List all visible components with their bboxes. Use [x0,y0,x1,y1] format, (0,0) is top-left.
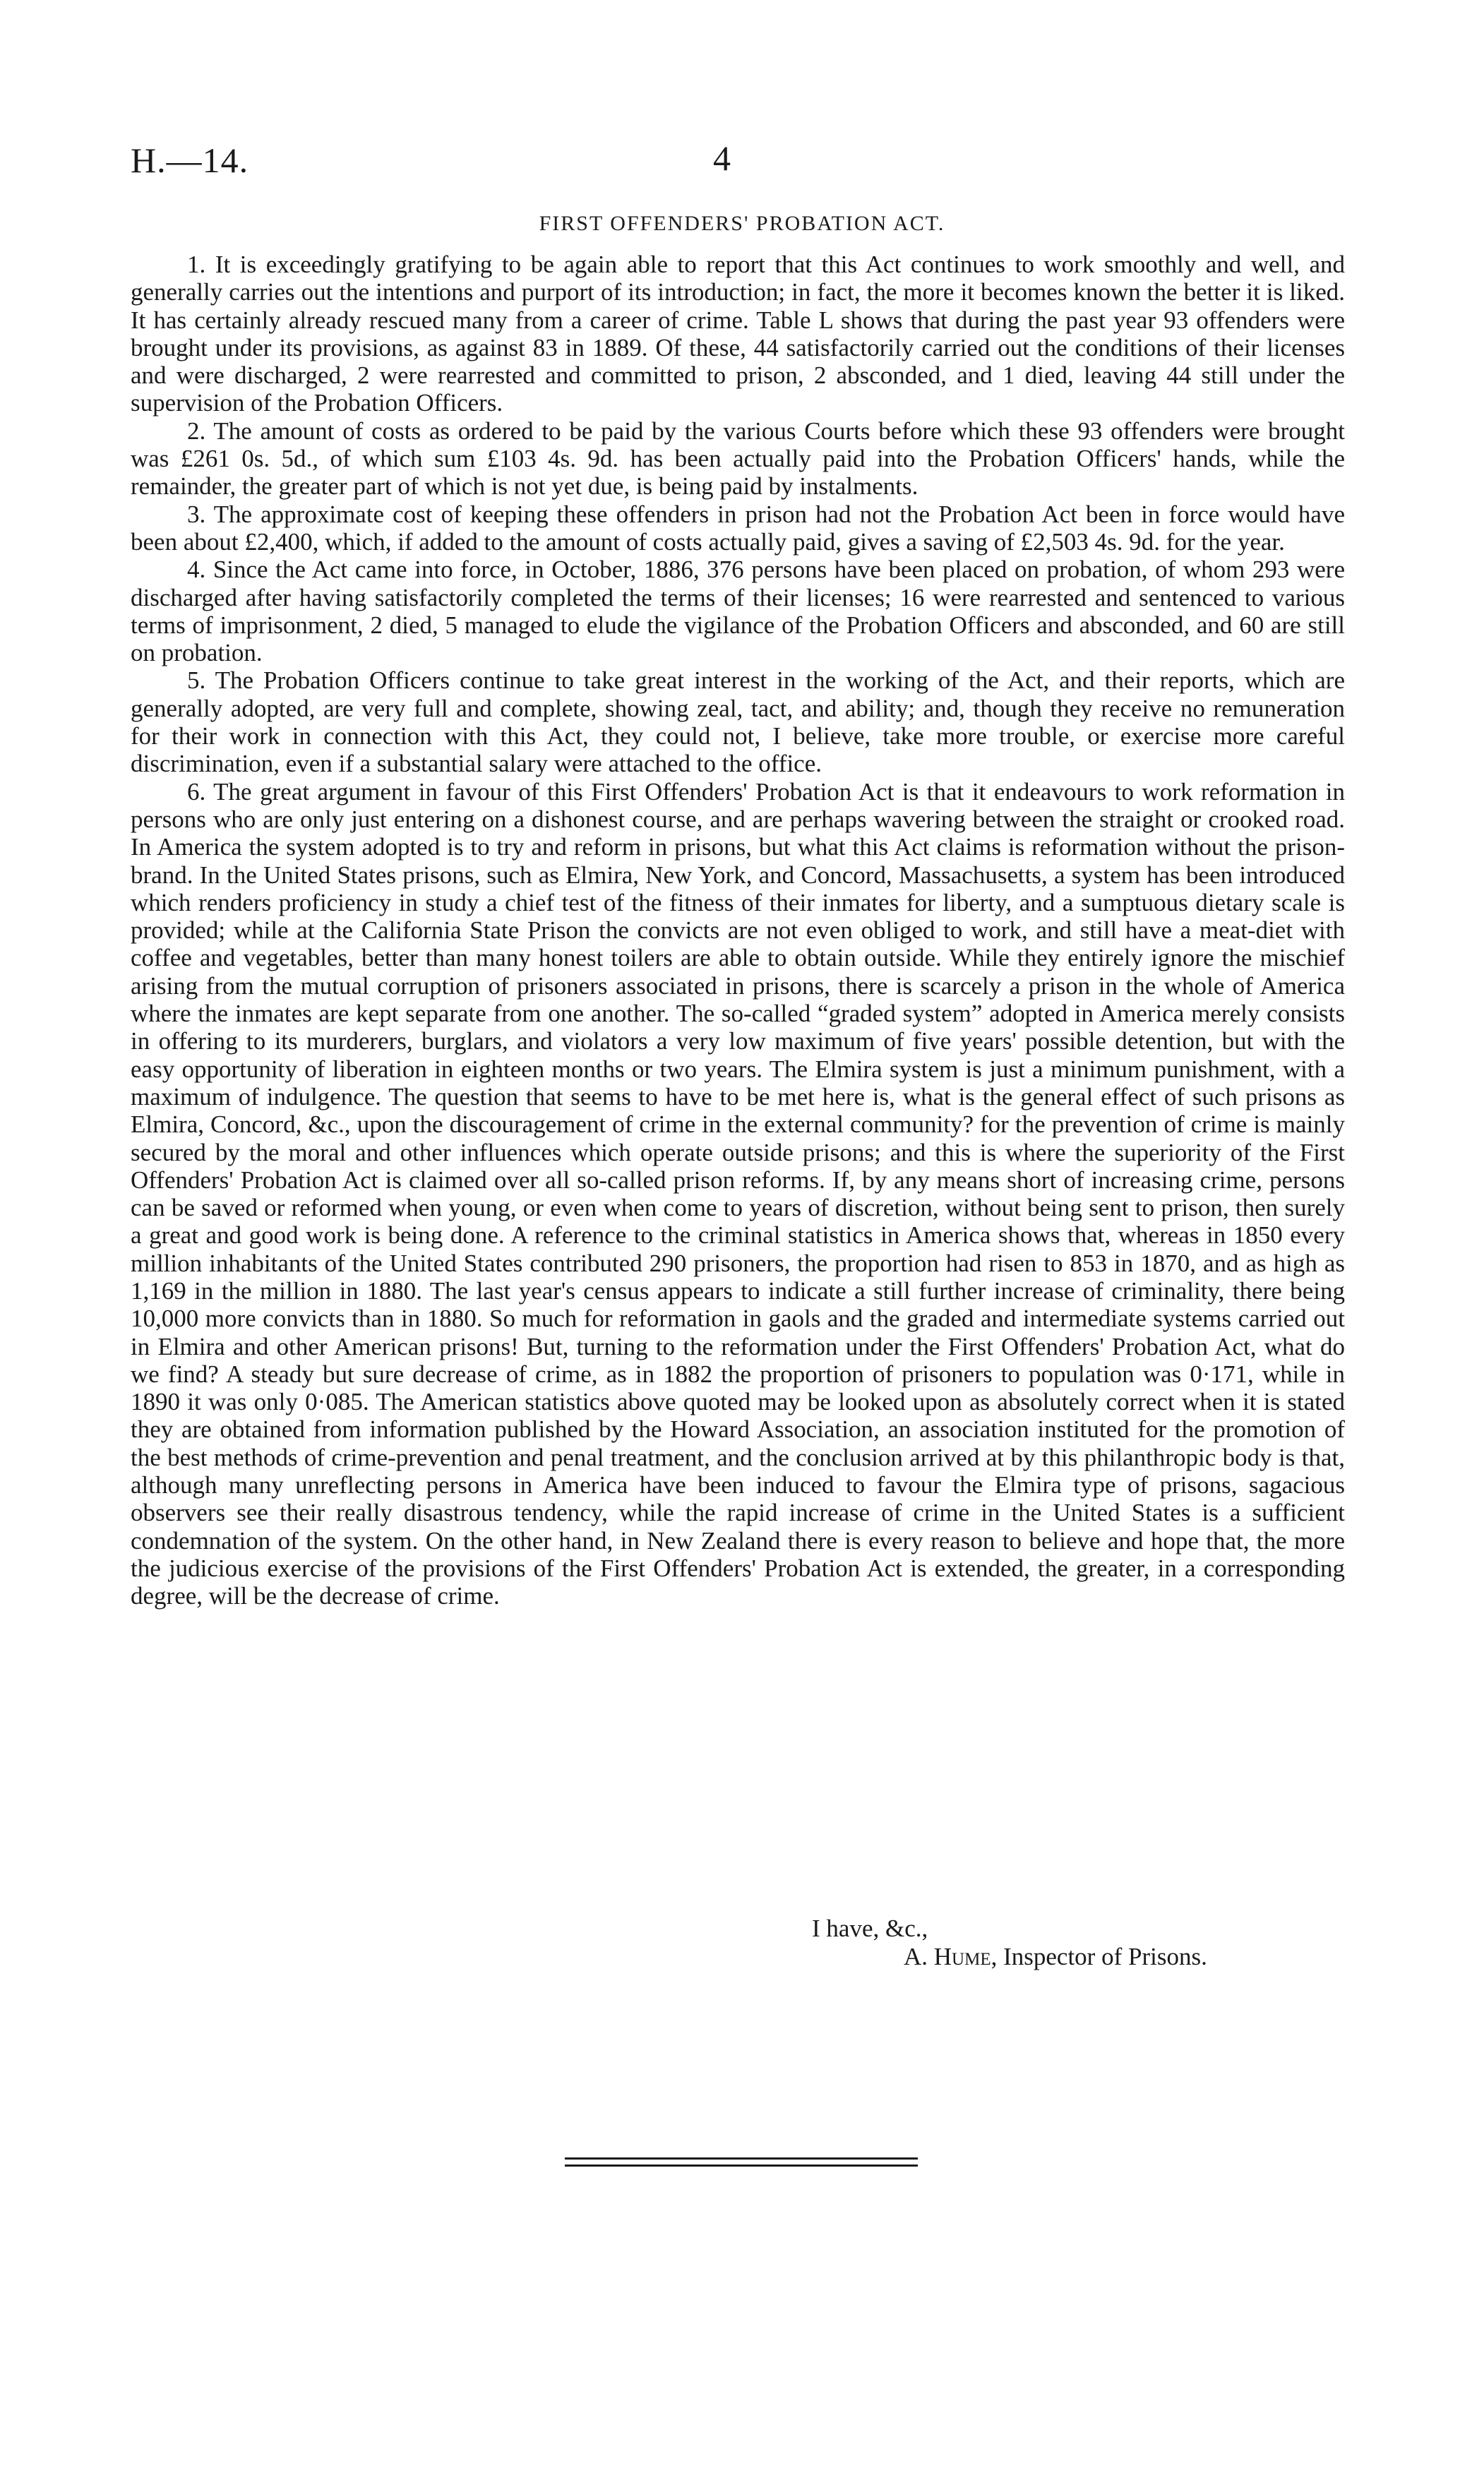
document-reference: H.—14. [131,140,249,180]
section-end-rule-lower [565,2164,918,2167]
paragraph-2: 2. The amount of costs as ordered to be paid by the various Courts before which these 93 offenders were brought was £261 0s. 5d., of which sum £103 4s. 9d. has been actually paid into the Probation Officers' hands, while the remainder, the greater part of which is not yet due, is being paid by instalments. [131,417,1345,501]
signature-block [904,1943,1207,1970]
paragraph-6: 6. The great argument in favour of this First Offenders' Probation Act is that it endeavours to work reformation in persons who are only just entering on a dishonest course, and are perhaps wavering between the straight or crooked road. In America the system adopted is to try and reform in prisons, but what this Act claims is reformation without the prison-brand. In the United States prisons, such as Elmira, New York, and Concord, Massachusetts, a system has been introduced which renders proficiency in study a chief test of the fitness of their inmates for liberty, and a sumptuous dietary scale is provided; while at the California State Prison the convicts are not even obliged to work, and still have a meat-diet with coffee and vegetables, better than many honest toilers are able to obtain outside. While they entirely ignore the mischief arising from the mutual corruption of prisoners associated in prisons, there is scarcely a prison in the whole of America where the inmates are kept separate from one another. The so-called “graded system” adopted in America merely consists in offering to its murderers, burglars, and violators a very low maximum of five years' possible detention, but with the easy opportunity of liberation in eighteen months or two years. The Elmira system is just a minimum punishment, with a maximum of indulgence. The question that seems to have to be met here is, what is the general effect of such prisons as Elmira, Concord, &c., upon the discouragement of crime in the external community? for the prevention of crime is mainly secured by the moral and other influences which operate outside prisons; and this is where the superiority of the First Offenders' Probation Act is claimed over all so-called prison reforms. If, by any means short of increasing crime, persons can be saved or reformed when young, or even when come to years of discretion, without being sent to prison, then surely a great and good work is being done. A reference to the criminal statistics in America shows that, whereas in 1850 every million inhabitants of the United States contributed 290 prisoners, the proportion had risen to 853 in 1870, and as high as 1,169 in the million in 1880. The last year's census appears to indicate a still further increase of criminality, there being 10,000 more convicts than in 1880. So much for reformation in gaols and the graded and intermediate systems carried out in Elmira and other American prisons! But, turning to the reformation under the First Offenders' Probation Act, what do we find? A steady but sure decrease of crime, as in 1882 the proportion of prisoners to population was 0·171, while in 1890 it was only 0·085. The American statistics above quoted may be looked upon as absolutely correct when it is stated they are obtained from information published by the Howard Association, an association instituted for the promotion of the best methods of crime-prevention and penal treatment, and the conclusion arrived at by this philanthropic body is that, although many unreflecting persons in America have been induced to favour the Elmira type of prisons, sagacious observers see their really disastrous tendency, while the rapid increase of crime in the United States is a sufficient condemnation of the system. On the other hand, in New Zealand there is every reason to believe and hope that, the more the judicious exercise of the provisions of the First Offenders' Probation Act is extended, the greater, in a corresponding degree, will be the decrease of crime. [131,777,1345,1610]
body-text [131,251,1345,1610]
signatory-title: Inspector of Prisons. [1003,1943,1207,1970]
closing-salutation: I have, &c., [812,1915,928,1942]
paragraph-3: 3. The approximate cost of keeping these offenders in prison had not the Probation Act been in force would have been about £2,400, which, if added to the amount of costs actually paid, gives a saving of £2,503 4s. 9d. for the year. [131,500,1345,556]
page-number: 4 [713,138,731,178]
section-title: FIRST OFFENDERS' PROBATION ACT. [539,212,945,235]
paragraph-5: 5. The Probation Officers continue to take great interest in the working of the Act, and their reports, which are generally adopted, are very full and complete, showing zeal, tact, and ability; and, though they receive no remuneration for their work in connection with this Act, they could not, I believe, take more trouble, or exercise more careful discrimination, even if a substantial salary were attached to the office. [131,666,1345,778]
paragraph-4: 4. Since the Act came into force, in October, 1886, 376 persons have been placed on probation, of whom 293 were discharged after having satisfactorily completed the terms of their licenses; 16 were rearrested and sentenced to various terms of imprisonment, 2 died, 5 managed to elude the vigilance of the Probation Officers and absconded, and 60 are still on probation. [131,556,1345,667]
section-end-rule [565,2157,918,2160]
signatory-name: A. Hume, [904,1943,998,1970]
paragraph-1: 1. It is exceedingly gratifying to be again able to report that this Act continues to work smoothly and well, and generally carries out the intentions and purport of its introduction; in fact, the more it becomes known the better it is liked. It has certainly already rescued many from a career of crime. Table L shows that during the past year 93 offenders were brought under its provisions, as against 83 in 1889. Of these, 44 satisfactorily carried out the conditions of their licenses and were discharged, 2 were rearrested and committed to prison, 2 absconded, and 1 died, leaving 44 still under the supervision of the Probation Officers. [131,251,1345,417]
